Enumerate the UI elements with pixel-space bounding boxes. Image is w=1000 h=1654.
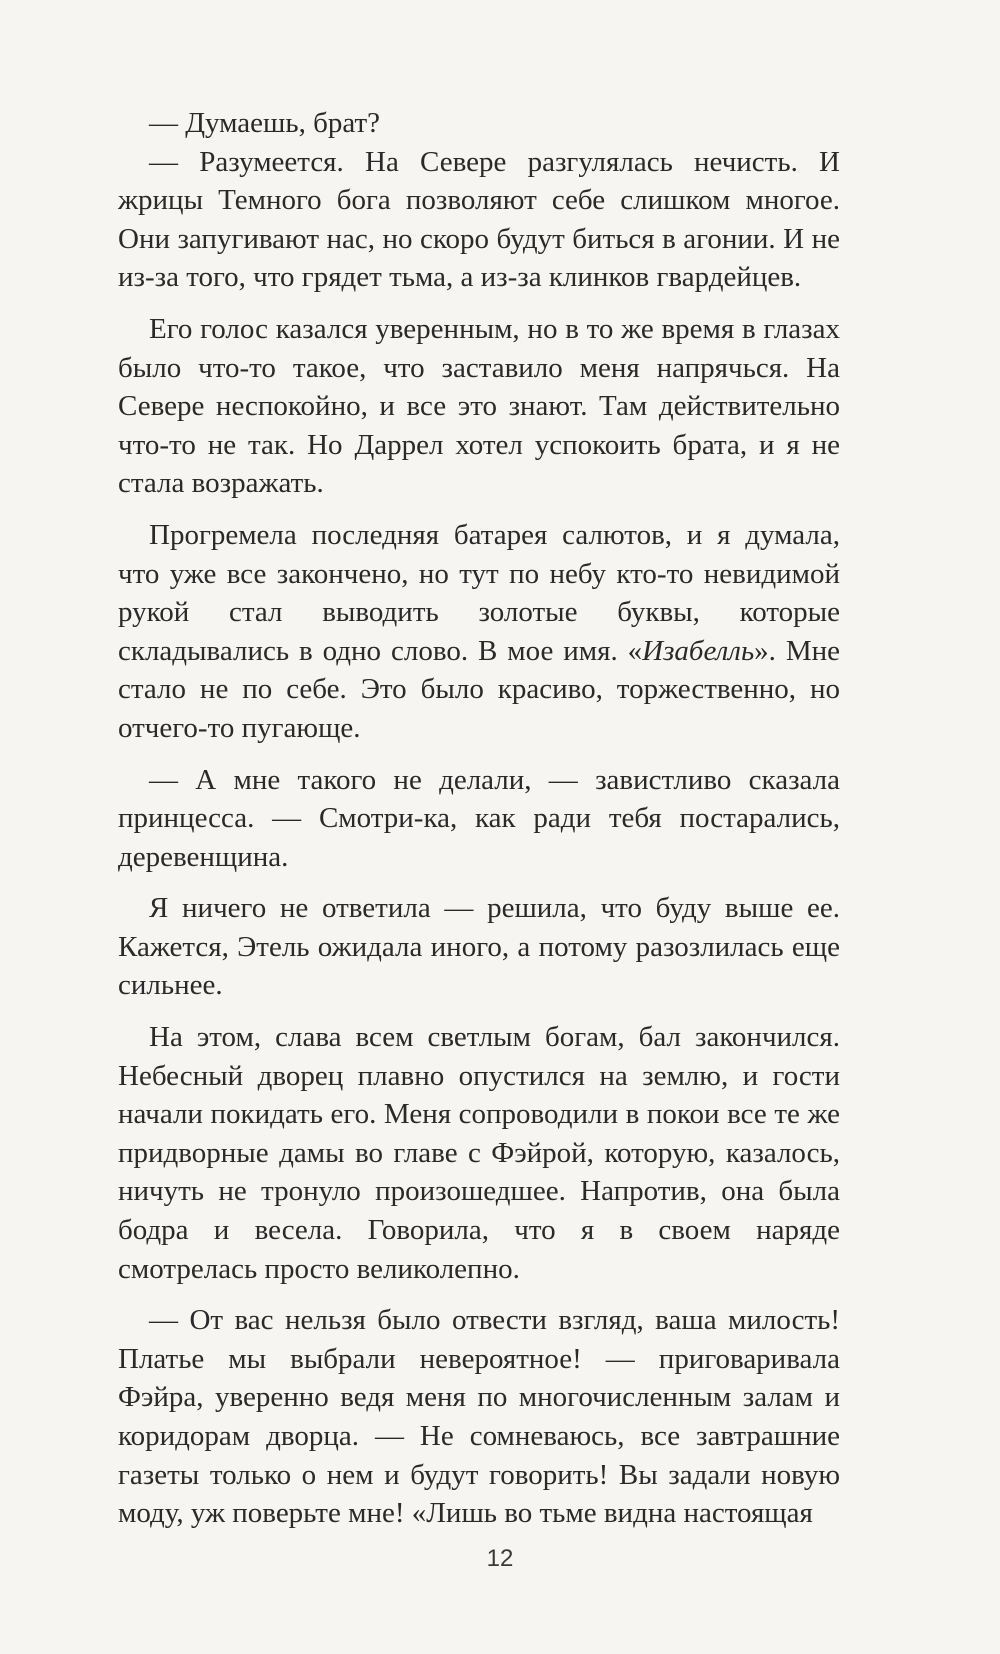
paragraph-dialogue-3: — А мне такого не делали, — завистливо сказала принцесса. — Смотри-ка, как ради тебя постарались, деревенщина.	[118, 763, 840, 873]
paragraph-narration-1: Его голос казался уверенным, но в то же время в глазах было что-то такое, что заставило меня напрячься. На Севере неспокойно, и все это знают. Там действительно что-то не так. Но Даррел хотел успокоить брата, и я не стала возражать.	[118, 312, 840, 500]
body-text	[118, 104, 840, 1533]
paragraph-text-after-name: ». Мне стало не по себе. Это было красиво, торжественно, но отчего-то пугающе.	[118, 634, 840, 744]
paragraph-narration-3: Я ничего не ответила — решила, что буду выше ее. Кажется, Этель ожидала иного, а потому разозлилась еще сильнее.	[118, 892, 840, 1002]
italic-name: Изабелль	[642, 634, 755, 667]
paragraph-dialogue-2: — Разумеется. На Севере разгулялась нечисть. И жрицы Темного бога позволяют себе слишком многое. Они запугивают нас, но скоро будут биться в агонии. И не из-за того, что грядет тьма, а из-за клинков гвардейцев.	[118, 145, 840, 294]
page-number: 12	[486, 1545, 514, 1572]
paragraph-dialogue-4: — От вас нельзя было отвести взгляд, ваша милость! Платье мы выбрали невероятное! — приговаривала Фэйра, уверенно ведя меня по многочисленным залам и коридорам дворца. — Не сомневаюсь, все завтрашние газеты только о нем и будут говорить! Вы задали новую моду, уж поверьте мне! «Лишь во тьме видна настоящая	[118, 1304, 840, 1530]
paragraph-narration-2	[118, 516, 840, 748]
paragraph-text-before-name: Прогремела последняя батарея салютов, и я думала, что уже все закончено, но тут по небу кто-то невидимой рукой стал выводить золотые буквы, которые складывались в одно слово. В мое имя. «	[118, 518, 840, 667]
paragraph-narration-4: На этом, слава всем светлым богам, бал закончился. Небесный дворец плавно опустился на землю, и гости начали покидать его. Меня сопроводили в покои все те же придворные дамы во главе с Фэйрой, которую, казалось, ничуть не тронуло произошедшее. Напротив, она была бодра и весела. Говорила, что я в своем наряде смотрелась просто великолепно.	[118, 1021, 840, 1285]
paragraph-dialogue-1: — Думаешь, брат?	[149, 107, 381, 139]
